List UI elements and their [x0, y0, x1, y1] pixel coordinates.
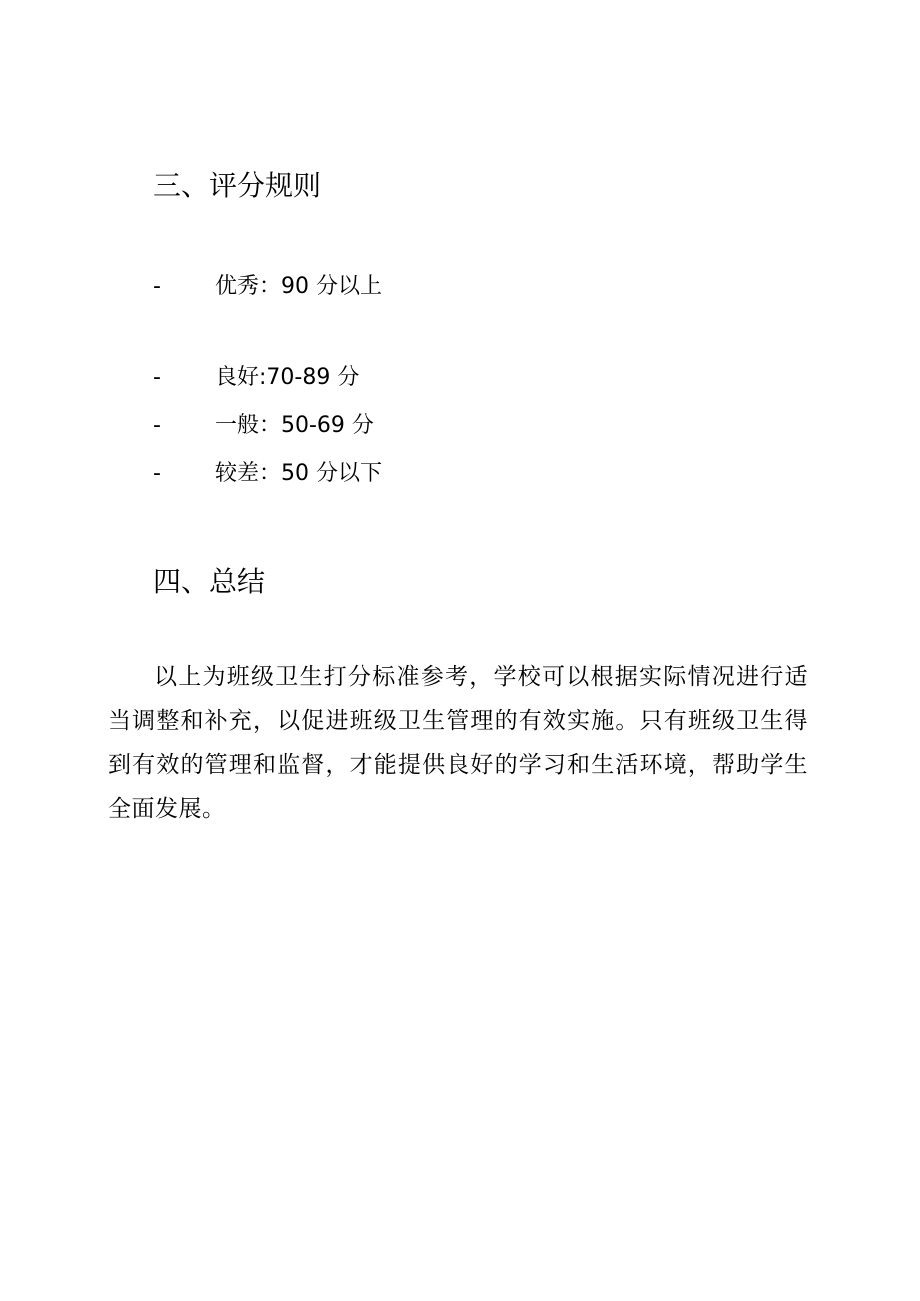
list-bullet: -: [153, 413, 161, 438]
rule-item-average: [153, 411, 374, 441]
rule-item-good: [153, 363, 359, 393]
rule-item-label: 良好:70-89 分: [215, 365, 360, 390]
rule-item-label: 较差：50 分以下: [215, 461, 382, 486]
section-heading-grading-rules: 三、评分规则: [153, 169, 322, 202]
list-bullet: -: [153, 274, 161, 299]
list-bullet: -: [153, 461, 161, 486]
rule-item-poor: [153, 459, 382, 489]
list-bullet: -: [153, 365, 161, 390]
rule-item-label: 一般：50-69 分: [215, 413, 374, 438]
section-heading-summary: 四、总结: [153, 565, 266, 598]
rule-item-excellent: [153, 272, 382, 302]
rule-item-label: 优秀：90 分以上: [215, 274, 382, 299]
summary-paragraph: 以上为班级卫生打分标准参考，学校可以根据实际情况进行适当调整和补充，以促进班级卫生管理的有效实施。只有班级卫生得到有效的管理和监督，才能提供良好的学习和生活环境，帮助学生全面发展。: [108, 664, 808, 822]
